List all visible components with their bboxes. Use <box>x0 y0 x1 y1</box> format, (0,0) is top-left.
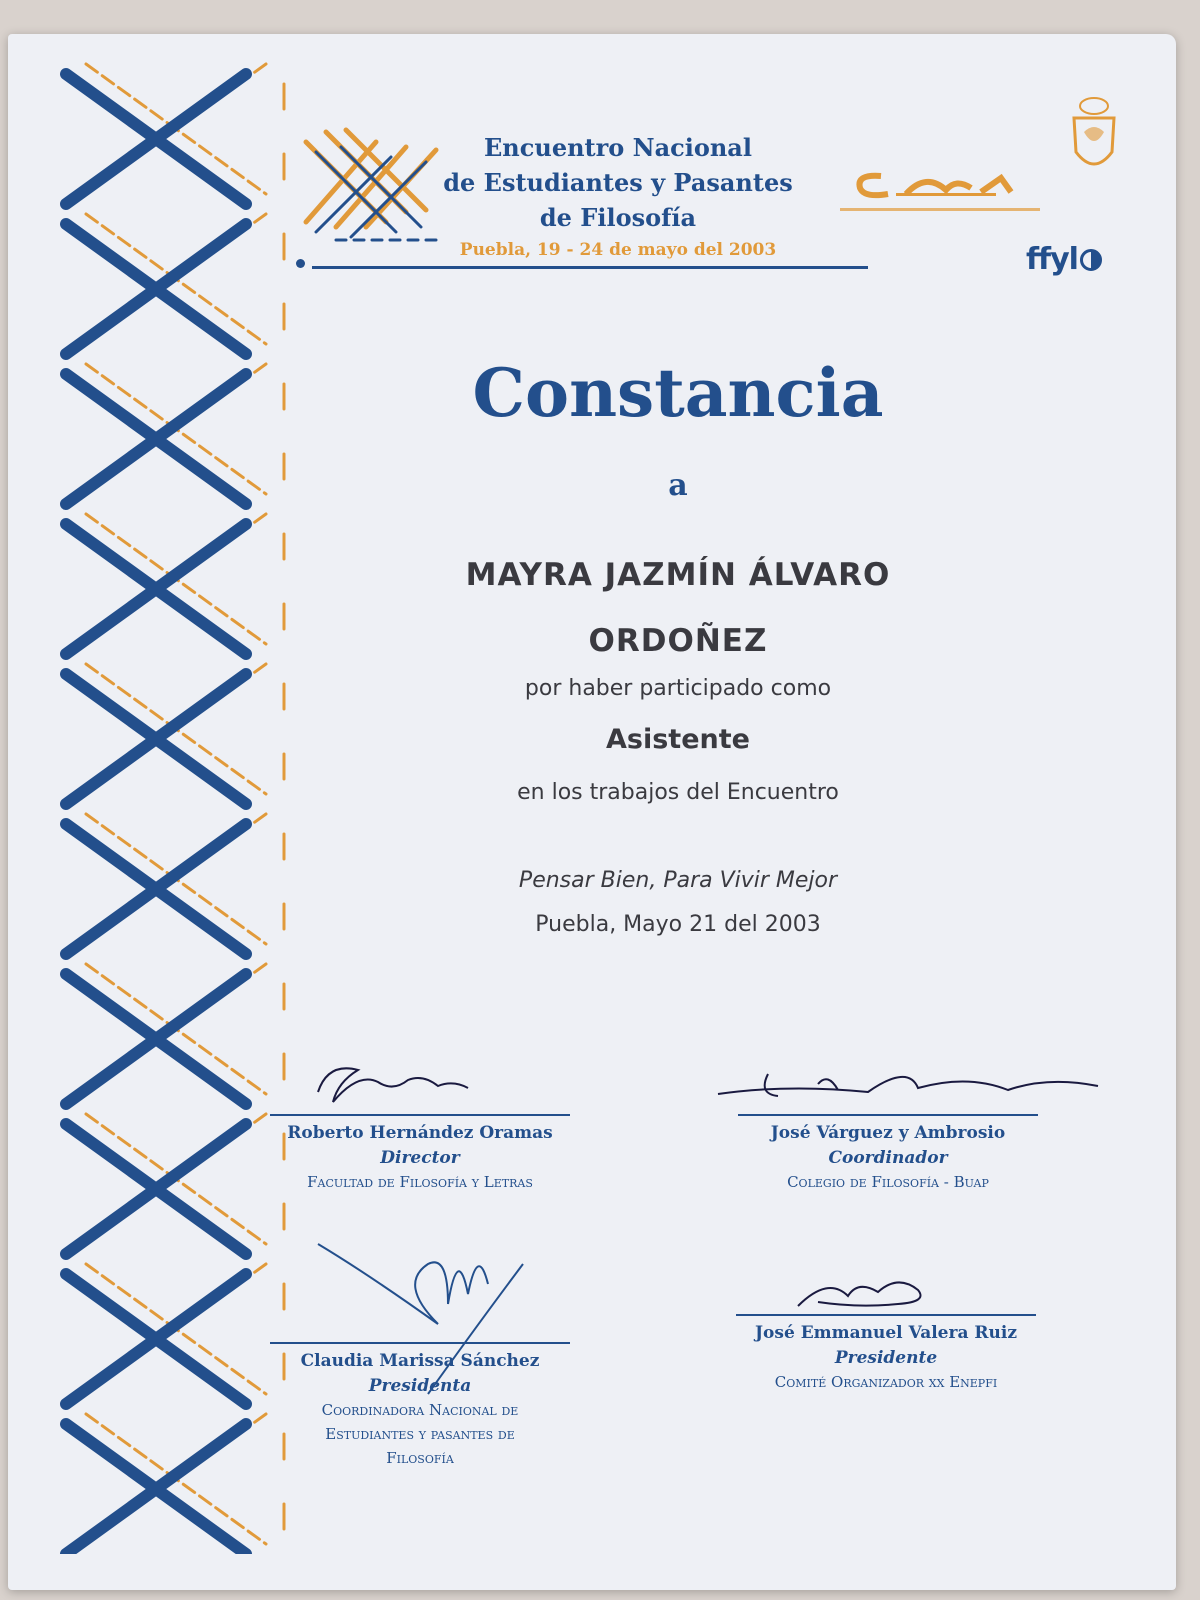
header-rule <box>312 266 868 269</box>
signatory-title: Coordinador <box>828 1148 948 1168</box>
signature-line <box>270 1342 570 1344</box>
signatory-org-line-2: Estudiantes y pasantes de <box>325 1425 515 1443</box>
signature-director <box>298 1052 498 1112</box>
header-bullet <box>296 259 305 268</box>
signatory-org: Facultad de Filosofía y Letras <box>307 1173 533 1191</box>
recipient-name <box>388 542 968 674</box>
participation-context: en los trabajos del Encuentro <box>517 780 839 805</box>
signatory-coordinator <box>738 1114 1038 1194</box>
cnepf-logo <box>836 168 1046 218</box>
signatory-president-committee <box>736 1314 1036 1394</box>
event-title-line-1: Encuentro Nacional <box>484 133 752 162</box>
issue-date: Puebla, Mayo 21 del 2003 <box>535 912 821 937</box>
event-place-dates: Puebla, 19 - 24 de mayo del 2003 <box>459 240 777 260</box>
signatory-org: Comité Organizador xx Enepfi <box>774 1373 998 1391</box>
ffyl-logo <box>1026 242 1102 277</box>
signature-line <box>738 1114 1038 1116</box>
event-title-line-3: de Filosofía <box>539 203 697 232</box>
participation-reason: por haber participado como <box>524 676 832 701</box>
signatory-president-cnepf <box>270 1342 570 1470</box>
certificate-title: Constancia <box>472 354 884 432</box>
signatory-name: Roberto Hernández Oramas <box>287 1123 553 1143</box>
signatory-org-line-1: Coordinadora Nacional de <box>321 1401 519 1419</box>
signatory-title: Director <box>380 1148 460 1168</box>
participation-role: Asistente <box>606 724 750 755</box>
recipient-name-line-2: ORDOÑEZ <box>588 623 768 659</box>
signatory-name: José Várguez y Ambrosio <box>770 1123 1006 1143</box>
ffyl-logo-text: ffyl <box>1026 242 1078 277</box>
motto: Pensar Bien, Para Vivir Mejor <box>518 868 838 893</box>
event-title-line-2: de Estudiantes y Pasantes <box>443 168 793 197</box>
signatory-title: Presidente <box>834 1348 938 1368</box>
signatory-org-line-3: Filosofía <box>386 1449 454 1467</box>
signature-line <box>270 1114 570 1116</box>
decorative-border <box>46 54 296 1554</box>
certificate-sheet <box>8 34 1176 1590</box>
ffyl-logo-mark <box>1080 249 1102 271</box>
signatory-name: Claudia Marissa Sánchez <box>300 1351 540 1371</box>
signatory-org: Colegio de Filosofía - Buap <box>787 1173 989 1191</box>
signature-line <box>736 1314 1036 1316</box>
event-header <box>428 130 808 261</box>
signature-coordinator <box>708 1054 1108 1114</box>
signatory-name: José Emmanuel Valera Ruiz <box>755 1323 1017 1343</box>
signatory-director <box>270 1114 570 1194</box>
event-logo-art <box>296 112 446 252</box>
university-seal <box>1064 92 1124 180</box>
certificate-to: a <box>668 468 688 503</box>
recipient-name-line-1: MAYRA JAZMÍN ÁLVARO <box>465 557 891 593</box>
signature-president-committee <box>788 1266 938 1316</box>
signatory-title: Presidenta <box>368 1376 472 1396</box>
